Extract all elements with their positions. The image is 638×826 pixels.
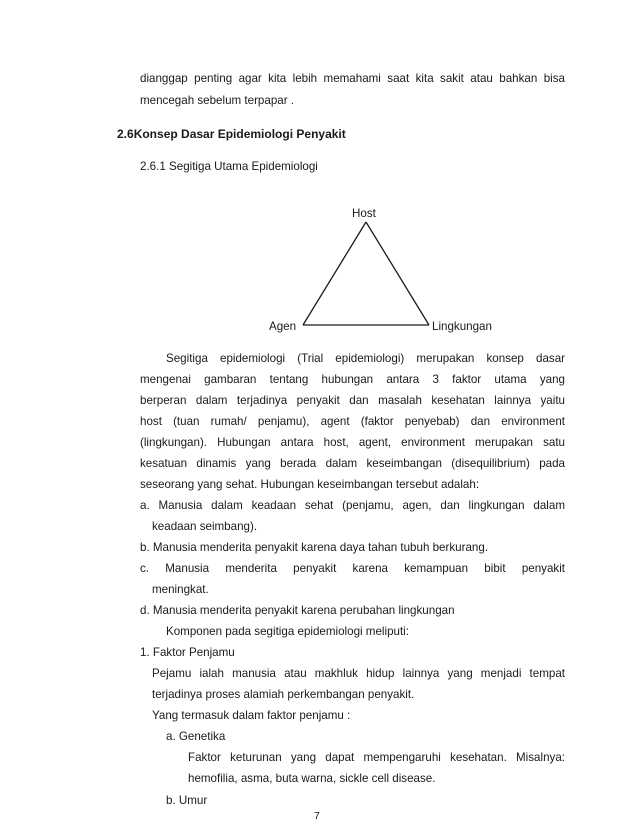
paragraph-line: seseorang yang sehat. Hubungan keseimbangan tersebut adalah: [140, 478, 480, 491]
components-intro: Komponen pada segitiga epidemiologi meliputi: [166, 625, 409, 638]
paragraph-line: Segitiga epidemiologi (Trial epidemiologi) merupakan konsep dasar [166, 352, 565, 365]
list-item-c: c. Manusia menderita penyakit karena kemampuan bibit penyakit [140, 562, 565, 575]
factor-line: terjadinya proses alamiah perkembangan penyakit. [152, 688, 415, 701]
factor-line: Yang termasuk dalam faktor penjamu : [152, 709, 351, 722]
section-number: 2.6 [117, 127, 134, 141]
sub-item-line: Faktor keturunan yang dapat mempengaruhi kesehatan. Misalnya: [188, 751, 565, 764]
page-number: 7 [314, 810, 320, 822]
list-item-a: a. Manusia dalam keadaan sehat (penjamu, agen, dan lingkungan dalam [140, 499, 565, 512]
triangle-edge-right [366, 222, 429, 325]
list-item-b: b. Manusia menderita penyakit karena daya tahan tubuh berkurang. [140, 541, 489, 554]
paragraph-line: kesatuan dinamis yang berada dalam keseimbangan (disequilibrium) pada [140, 457, 565, 470]
factor-heading: 1. Faktor Penjamu [140, 646, 235, 659]
sub-item-heading: a. Genetika [166, 730, 226, 743]
intro-line-1: dianggap penting agar kita lebih memahami saat kita sakit atau bahkan bisa [140, 72, 565, 85]
triangle-edge-left [303, 222, 366, 325]
paragraph-line: mengenai gambaran tentang hubungan antara 3 faktor utama yang [140, 373, 565, 386]
subsection-title: 2.6.1 Segitiga Utama Epidemiologi [140, 160, 318, 173]
triangle-label-lingkungan: Lingkungan [432, 320, 492, 333]
list-item-c-cont: meningkat. [152, 583, 209, 596]
sub-item-line: hemofilia, asma, buta warna, sickle cell disease. [188, 772, 436, 785]
factor-line: Pejamu ialah manusia atau makhluk hidup lainnya yang menjadi tempat [152, 667, 565, 680]
sub-item-heading: b. Umur [166, 794, 208, 807]
paragraph-line: host (tuan rumah/ penjamu), agent (faktor penyebab) dan environment [140, 415, 565, 428]
list-item-a-cont: keadaan seimbang). [152, 520, 258, 533]
section-title: Konsep Dasar Epidemiologi Penyakit [133, 127, 346, 141]
intro-line-2: mencegah sebelum terpapar . [140, 94, 295, 107]
triangle-label-agen: Agen [269, 320, 297, 333]
triangle-label-host: Host [352, 207, 376, 220]
paragraph-line: berperan dalam terjadinya penyakit dan masalah kesehatan lainnya yaitu [140, 394, 565, 407]
list-item-d: d. Manusia menderita penyakit karena perubahan lingkungan [140, 604, 455, 617]
paragraph-line: (lingkungan). Hubungan antara host, agent, environment merupakan satu [140, 436, 565, 449]
